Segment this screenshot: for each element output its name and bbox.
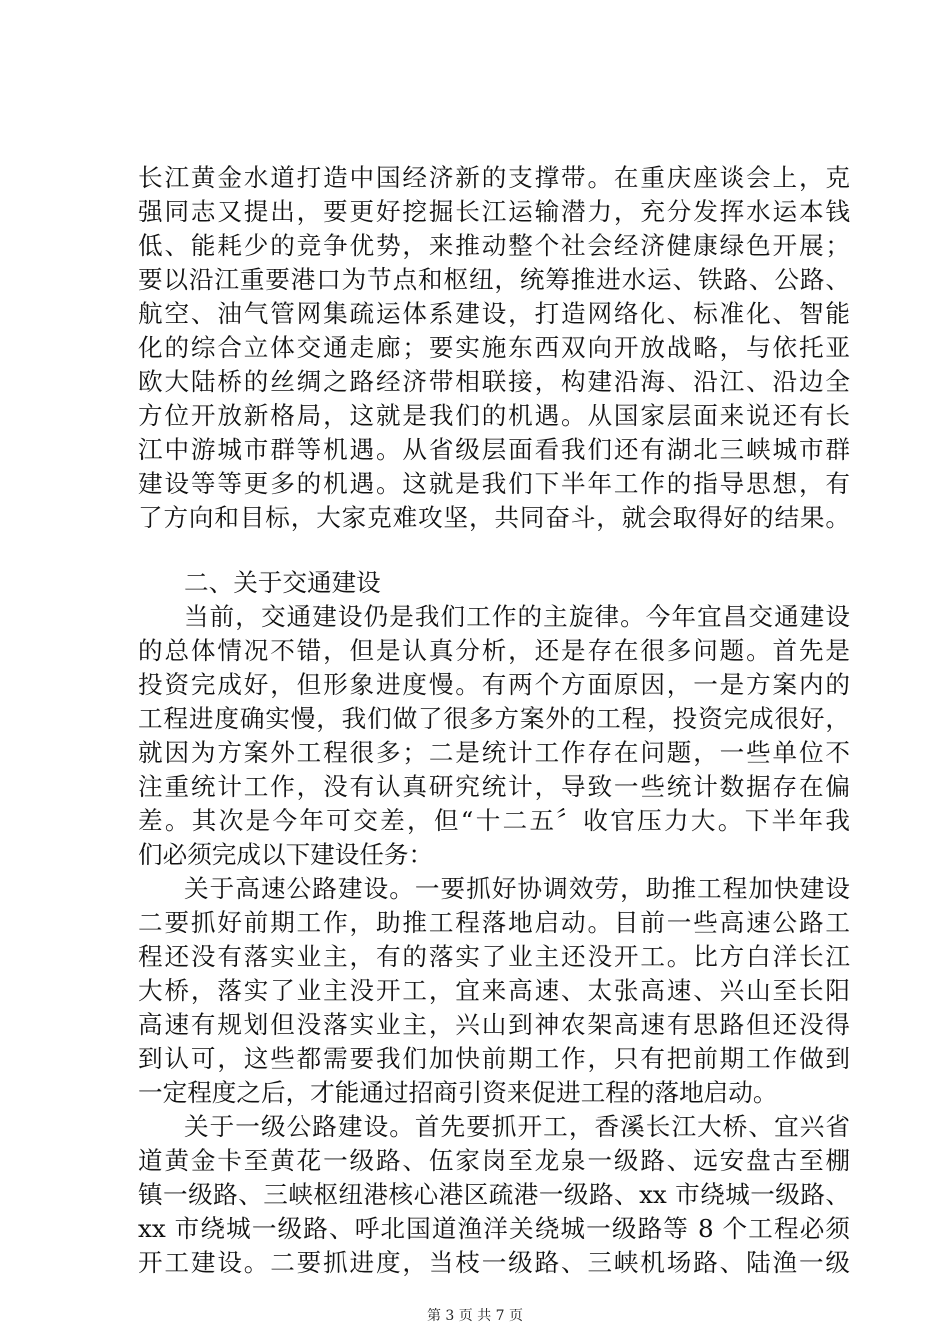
text-line: 注重统计工作，没有认真研究统计，导致一些统计数据存在偏	[138, 772, 850, 801]
text-line: 投资完成好，但形象进度慢。有两个方面原因，一是方案内的	[138, 670, 850, 699]
text-line: 程还没有落实业主，有的落实了业主还没开工。比方白洋长江	[138, 942, 850, 971]
text-line: 高速有规划但没落实业主，兴山到神农架高速有思路但还没得	[138, 1010, 850, 1039]
text-line: 了方向和目标，大家克难攻坚，共同奋斗，就会取得好的结果。	[138, 503, 850, 532]
text-line: 方位开放新格局，这就是我们的机遇。从国家层面来说还有长	[138, 401, 850, 430]
text-line: 到认可，这些都需要我们加快前期工作，只有把前期工作做到	[138, 1044, 850, 1073]
page-footer: 第 3 页 共 7 页	[426, 1308, 524, 1324]
text-line: 就因为方案外工程很多；二是统计工作存在问题，一些单位不	[138, 738, 850, 767]
text-line: 镇一级路、三峡枢纽港核心港区疏港一级路、xx 市绕城一级路、	[138, 1180, 850, 1209]
text-line: 大桥，落实了业主没开工，宜来高速、太张高速、兴山至长阳	[138, 976, 850, 1005]
text-line: 江中游城市群等机遇。从省级层面看我们还有湖北三峡城市群	[138, 435, 850, 464]
text-line: xx 市绕城一级路、呼北国道渔洋关绕城一级路等 8 个工程必须	[138, 1214, 850, 1243]
text-line: 低、能耗少的竞争优势，来推动整个社会经济健康绿色开展；	[138, 231, 850, 260]
text-line: 建设等等更多的机遇。这就是我们下半年工作的指导思想，有	[138, 469, 850, 498]
text-line: 二要抓好前期工作，助推工程落地启动。目前一些高速公路工	[138, 908, 850, 937]
text-line: 强同志又提出，要更好挖掘长江运输潜力，充分发挥水运本钱	[138, 197, 850, 226]
paragraph-first-line: 当前，交通建设仍是我们工作的主旋律。今年宜昌交通建设	[184, 602, 850, 631]
section-heading: 二、关于交通建设	[184, 568, 381, 597]
text-line: 欧大陆桥的丝绸之路经济带相联接，构建沿海、沿江、沿边全	[138, 367, 850, 396]
text-line: 的总体情况不错，但是认真分析，还是存在很多问题。首先是	[138, 636, 850, 665]
text-line: 们必须完成以下建设任务：	[138, 840, 434, 869]
text-line: 要以沿江重要港口为节点和枢纽，统筹推进水运、铁路、公路、	[138, 265, 850, 294]
text-line: 道黄金卡至黄花一级路、伍家岗至龙泉一级路、远安盘古至棚	[138, 1146, 850, 1175]
paragraph-first-line: 关于一级公路建设。首先要抓开工，香溪长江大桥、宜兴省	[184, 1112, 850, 1141]
text-line: 长江黄金水道打造中国经济新的支撑带。在重庆座谈会上，克	[138, 163, 850, 192]
text-line: 工程进度确实慢，我们做了很多方案外的工程，投资完成很好，	[138, 704, 850, 733]
text-line: 航空、油气管网集疏运体系建设，打造网络化、标准化、智能	[138, 299, 850, 328]
text-line: 一定程度之后，才能通过招商引资来促进工程的落地启动。	[138, 1078, 778, 1107]
text-line: 化的综合立体交通走廊；要实施东西双向开放战略，与依托亚	[138, 333, 850, 362]
text-line: 差。其次是今年可交差，但“十二五〞收官压力大。下半年我	[138, 806, 850, 835]
paragraph-first-line: 关于高速公路建设。一要抓好协调效劳，助推工程加快建设	[184, 874, 850, 903]
text-line: 开工建设。二要抓进度，当枝一级路、三峡机场路、陆渔一级	[138, 1248, 850, 1277]
